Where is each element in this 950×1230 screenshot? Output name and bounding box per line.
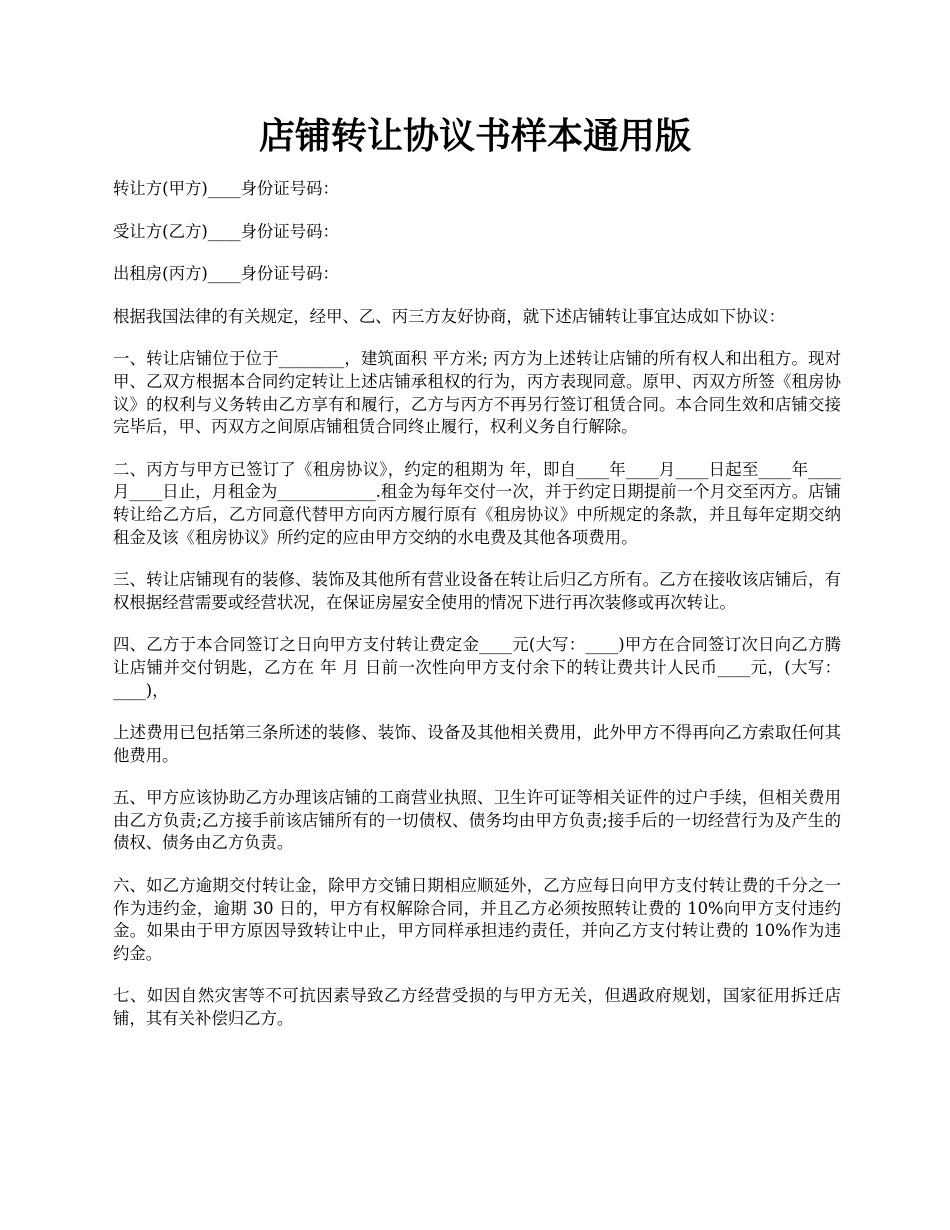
clause-6-paragraph: 六、如乙方逾期交付转让金，除甲方交铺日期相应顺延外，乙方应每日向甲方支付转让费的千分之一作为违约金，逾期 30 日的，甲方有权解除合同，并且乙方必须按照转让费的 10%向甲方支付违约金。如果由于甲方原因导致转让中止，甲方同样承担违约责任，并向乙方支付转让费的 10%作为违约金。 — [113, 876, 841, 963]
document-body — [113, 178, 841, 1051]
clause-1-paragraph: 一、转让店铺位于位于________，建筑面积 平方米; 丙方为上述转让店铺的所有权人和出租方。现对甲、乙双方根据本合同约定转让上述店铺承租权的行为，丙方表现同意。原甲、丙双方所签《租房协议》的权利与义务转由乙方享有和履行，乙方与丙方不再另行签订租赁合同。本合同生效和店铺交接完毕后，甲、丙双方之间原店铺租赁合同终止履行，权利义务自行解除。 — [113, 349, 841, 437]
party-a-line: 转让方(甲方)____身份证号码： — [113, 179, 339, 198]
clause-3-paragraph: 三、转让店铺现有的装修、装饰及其他所有营业设备在转让后归乙方所有。乙方在接收该店铺后，有权根据经营需要或经营状况，在保证房屋安全使用的情况下进行再次装修或再次转让。 — [113, 570, 841, 612]
document-title: 店铺转让协议书样本通用版 — [258, 115, 691, 157]
preamble-paragraph: 根据我国法律的有关规定，经甲、乙、丙三方友好协商，就下述店铺转让事宜达成如下协议： — [113, 306, 786, 326]
clause-7-paragraph: 七、如因自然灾害等不可抗因素导致乙方经营受损的与甲方无关，但遇政府规划，国家征用拆迁店铺，其有关补偿归乙方。 — [113, 986, 841, 1029]
clause-2-paragraph: 二、丙方与甲方已签订了《租房协议》，约定的租期为 年，即自____年____月____日起至____年____月____日止，月租金为____________.租金为每年交付一次，并于约定日期提前一个月交至丙方。店铺转让给乙方后，乙方同意代替甲方向丙方履行原有《租房协议》中所规定的条款，并且每年定期交纳租金及该《租房协议》所约定的应由甲方交纳的水电费及其他各项费用。 — [113, 459, 841, 547]
party-c-line: 出租房(丙方)____身份证号码： — [113, 264, 339, 284]
clause-4-note-paragraph: 上述费用已包括第三条所述的装修、装饰、设备及其他相关费用，此外甲方不得再向乙方索取任何其他费用。 — [113, 723, 841, 765]
clause-5-paragraph: 五、甲方应该协助乙方办理该店铺的工商营业执照、卫生许可证等相关证件的过户手续，但相关费用由乙方负责;乙方接手前该店铺所有的一切债权、债务均由甲方负责;接手后的一切经营行为及产生的债权、债务由乙方负责。 — [113, 788, 841, 853]
party-b-line: 受让方(乙方)____身份证号码： — [113, 221, 339, 241]
clause-4-paragraph: 四、乙方于本合同签订之日向甲方支付转让费定金____元(大写：____)甲方在合同签订次日向乙方腾让店铺并交付钥匙，乙方在 年 月 日前一次性向甲方支付余下的转让费共计人民币____元，(大写：____)， — [113, 635, 841, 700]
